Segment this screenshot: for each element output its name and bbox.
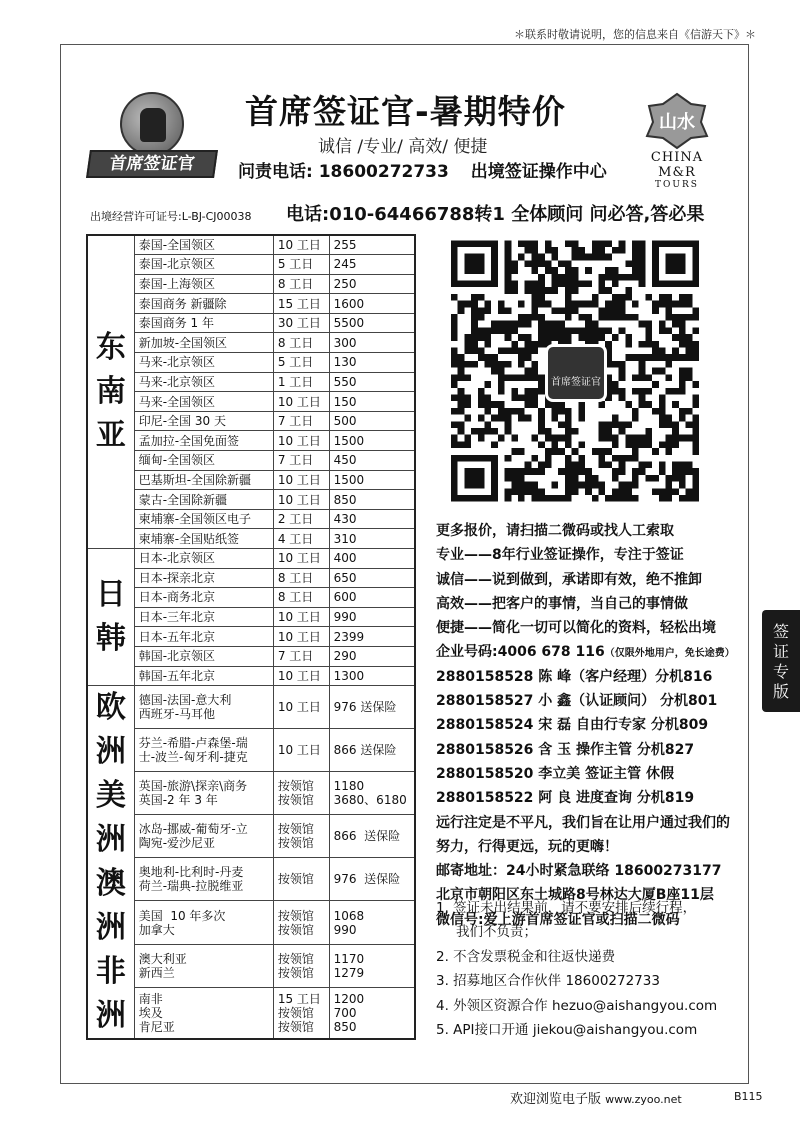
- price-cell: 1500: [329, 431, 415, 451]
- info-line-text: 企业号码:4006 678 116: [436, 644, 605, 661]
- info-line-text: 努力，行得更远，玩的更嗨！: [436, 838, 618, 855]
- price-cell: 990: [329, 607, 415, 627]
- table-row: [87, 627, 415, 647]
- table-row: [87, 392, 415, 412]
- country-cell: 日本-五年北京: [134, 627, 273, 647]
- price-cell: 400: [329, 549, 415, 569]
- days-cell: 10 工日: [273, 431, 329, 451]
- table-row: [87, 411, 415, 431]
- country-cell: 韩国-北京领区: [134, 646, 273, 666]
- qr-badge: 首席签证官: [545, 344, 607, 402]
- price-cell: 290: [329, 646, 415, 666]
- info-line-text: 微信号:爱上游首席签证官或扫描二微码: [436, 911, 680, 928]
- days-cell: 10 工日: [273, 686, 329, 729]
- country-cell: 巴基斯坦-全国除新疆: [134, 470, 273, 490]
- price-cell: 600: [329, 588, 415, 608]
- table-row: [87, 815, 415, 858]
- price-cell: 1200 700 850: [329, 987, 415, 1039]
- days-cell: 1 工日: [273, 372, 329, 392]
- mountain-water-icon: [645, 92, 709, 150]
- info-line-text: 诚信——说到做到，承诺即有效，绝不推卸: [436, 571, 702, 588]
- qr-finder: [464, 468, 484, 488]
- bulb-icon: [120, 92, 184, 156]
- days-cell: 按领馆: [273, 858, 329, 901]
- days-cell: 8 工日: [273, 333, 329, 353]
- country-cell: 马来-北京领区: [134, 353, 273, 373]
- footer: [510, 1088, 682, 1107]
- days-cell: 8 工日: [273, 274, 329, 294]
- note-item: 1. 签证未出结果前，请不要安排后续行程，: [436, 900, 697, 916]
- table-row: [87, 353, 415, 373]
- country-cell: 美国 10 年多次 加拿大: [134, 901, 273, 944]
- country-cell: 南非 埃及 肯尼亚: [134, 987, 273, 1039]
- days-cell: 15 工日 按领馆 按领馆: [273, 987, 329, 1039]
- note-item: 我们不负责；: [456, 924, 537, 941]
- info-line-text: 远行注定是不平凡，我们旨在让用户通过我们的: [436, 814, 730, 831]
- info-line: [436, 786, 756, 810]
- info-line: [436, 519, 756, 543]
- price-cell: 255: [329, 235, 415, 255]
- days-cell: 按领馆 按领馆: [273, 944, 329, 987]
- region-label: [87, 235, 134, 549]
- brand-name: CHINA M&R: [650, 150, 704, 180]
- price-table: [86, 234, 416, 1040]
- region-label: [87, 686, 134, 1040]
- info-line-text: 高效——把客户的事情，当自己的事情做: [436, 595, 688, 612]
- country-cell: 马来-北京领区: [134, 372, 273, 392]
- side-tab: [762, 610, 800, 712]
- footer-url[interactable]: www.zyoo.net: [605, 1093, 682, 1106]
- qr-finder: [464, 254, 484, 274]
- table-row: [87, 987, 415, 1039]
- country-cell: 孟加拉-全国免面签: [134, 431, 273, 451]
- info-line: [436, 665, 756, 689]
- note-item: 2. 不含发票税金和往返快递费: [436, 948, 616, 965]
- logo-left: [88, 92, 216, 184]
- price-cell: 866 送保险: [329, 815, 415, 858]
- info-line: [436, 835, 756, 859]
- days-cell: 按领馆 按领馆: [273, 772, 329, 815]
- info-line: [436, 738, 756, 762]
- note-item: 5. API接口开通 jiekou@aishangyou.com: [436, 1021, 698, 1038]
- page-number: B115: [734, 1090, 763, 1103]
- country-cell: 泰国-北京领区: [134, 255, 273, 275]
- table-row: [87, 470, 415, 490]
- region-name: 日韩: [95, 577, 126, 657]
- note-item: 4. 外领区资源合作 hezuo@aishangyou.com: [436, 997, 718, 1014]
- info-line-text: 2880158524 宋 磊 自由行专家 分机809: [436, 717, 709, 734]
- country-cell: 韩国-五年北京: [134, 666, 273, 686]
- table-row: [87, 686, 415, 729]
- days-cell: 10 工日: [273, 549, 329, 569]
- days-cell: 4 工日: [273, 529, 329, 549]
- info-line: [436, 543, 756, 567]
- brand-sub: TOURS: [655, 180, 699, 190]
- price-cell: 1600: [329, 294, 415, 314]
- days-cell: 7 工日: [273, 646, 329, 666]
- country-cell: 泰国商务 新疆除: [134, 294, 273, 314]
- info-line-text: 2880158527 小 鑫（认证顾问） 分机801: [436, 693, 718, 710]
- table-row: [87, 549, 415, 569]
- price-cell: 1500: [329, 470, 415, 490]
- price-cell: 310: [329, 529, 415, 549]
- country-cell: 冰岛-挪威-葡萄牙-立 陶宛-爱沙尼亚: [134, 815, 273, 858]
- logo-left-text: 首席签证官: [86, 150, 218, 178]
- price-cell: 245: [329, 255, 415, 275]
- table-row: [87, 901, 415, 944]
- price-cell: 1068 990: [329, 901, 415, 944]
- price-cell: 130: [329, 353, 415, 373]
- slogan: 诚信 /专业/ 高效/ 便捷: [318, 137, 488, 157]
- info-line: [436, 689, 756, 713]
- table-row: [87, 666, 415, 686]
- country-cell: 蒙古-全国除新疆: [134, 490, 273, 510]
- info-line-text: 2880158522 阿 良 进度查询 分机819: [436, 790, 695, 807]
- table-row: [87, 568, 415, 588]
- info-line: [436, 616, 756, 640]
- country-cell: 德国-法国-意大利 西班牙-马耳他: [134, 686, 273, 729]
- region-name: 欧洲美洲澳洲非洲: [95, 690, 126, 1034]
- table-row: [87, 431, 415, 451]
- enterprise-note: （仅限外地用户，免长途费）: [604, 648, 735, 660]
- info-line: [436, 811, 756, 835]
- days-cell: 10 工日: [273, 666, 329, 686]
- price-cell: 1300: [329, 666, 415, 686]
- info-line-text: 2880158526 含 玉 操作主管 分机827: [436, 741, 695, 758]
- table-row: [87, 255, 415, 275]
- days-cell: 按领馆 按领馆: [273, 901, 329, 944]
- country-cell: 澳大利亚 新西兰: [134, 944, 273, 987]
- info-line: [436, 568, 756, 592]
- country-cell: 日本-探亲北京: [134, 568, 273, 588]
- info-line-text: 专业——8年行业签证操作，专注于签证: [436, 547, 684, 564]
- table-row: [87, 490, 415, 510]
- info-line: [436, 592, 756, 616]
- table-row: [87, 529, 415, 549]
- info-line-text: 2880158520 李立美 签证主管 休假: [436, 765, 675, 782]
- days-cell: 5 工日: [273, 353, 329, 373]
- table-row: [87, 274, 415, 294]
- days-cell: 30 工日: [273, 313, 329, 333]
- days-cell: 10 工日: [273, 392, 329, 412]
- price-cell: 850: [329, 490, 415, 510]
- center-label: 出境签证操作中心: [470, 162, 607, 182]
- info-line-text: 更多报价，请扫描二微码或找人工索取: [436, 523, 674, 539]
- notes-list: [436, 896, 756, 1042]
- days-cell: 2 工日: [273, 509, 329, 529]
- country-cell: 缅甸-全国领区: [134, 451, 273, 471]
- days-cell: 10 工日: [273, 490, 329, 510]
- days-cell: 7 工日: [273, 451, 329, 471]
- table-row: [87, 451, 415, 471]
- days-cell: 10 工日: [273, 607, 329, 627]
- price-cell: 2399: [329, 627, 415, 647]
- info-line-text: 邮寄地址：24小时紧急联络 18600273177: [436, 863, 722, 880]
- table-row: [87, 372, 415, 392]
- price-cell: 650: [329, 568, 415, 588]
- price-cell: 250: [329, 274, 415, 294]
- country-cell: 日本-北京领区: [134, 549, 273, 569]
- country-cell: 英国-旅游\探亲\商务 英国-2 年 3 年: [134, 772, 273, 815]
- price-cell: 450: [329, 451, 415, 471]
- days-cell: 10 工日: [273, 729, 329, 772]
- table-row: [87, 772, 415, 815]
- header-phone: [238, 157, 607, 182]
- page-title: 首席签证官-暑期特价: [245, 92, 566, 131]
- info-line-text: 便捷——简化一切可以简化的资料，轻松出境: [436, 620, 716, 637]
- country-cell: 芬兰-希腊-卢森堡-瑞 士-波兰-匈牙利-捷克: [134, 729, 273, 772]
- table-row: [87, 313, 415, 333]
- price-cell: 1170 1279: [329, 944, 415, 987]
- table-row: [87, 858, 415, 901]
- country-cell: 马来-全国领区: [134, 392, 273, 412]
- table-row: [87, 509, 415, 529]
- info-line-text: 北京市朝阳区东土城路8号林达大厦B座11层: [436, 887, 714, 904]
- price-cell: 150: [329, 392, 415, 412]
- info-line: [436, 762, 756, 786]
- table-row: [87, 944, 415, 987]
- side-tab-label: 签证专版: [773, 622, 790, 701]
- info-line-text: 2880158528 陈 峰（客户经理）分机816: [436, 668, 713, 685]
- days-cell: 按领馆 按领馆: [273, 815, 329, 858]
- days-cell: 8 工日: [273, 588, 329, 608]
- country-cell: 印尼-全国 30 天: [134, 411, 273, 431]
- table-row: [87, 646, 415, 666]
- price-cell: 976 送保险: [329, 686, 415, 729]
- days-cell: 5 工日: [273, 255, 329, 275]
- note-item: 3. 招募地区合作伙伴 18600272733: [436, 973, 660, 990]
- price-cell: 5500: [329, 313, 415, 333]
- country-cell: 柬埔寨-全国领区电子: [134, 509, 273, 529]
- price-cell: 500: [329, 411, 415, 431]
- days-cell: 10 工日: [273, 235, 329, 255]
- price-cell: 550: [329, 372, 415, 392]
- qr-finder: [665, 254, 685, 274]
- days-cell: 8 工日: [273, 568, 329, 588]
- top-note: ＊联系时敬请说明，您的信息来自《信游天下》＊: [514, 28, 756, 41]
- price-cell: 866 送保险: [329, 729, 415, 772]
- price-cell: 300: [329, 333, 415, 353]
- price-cell: 1180 3680、6180: [329, 772, 415, 815]
- main-phone: 电话:010-64466788转1 全体顾问 问必答,答必果: [286, 204, 705, 225]
- phone-label: 问责电话: 18600272733: [238, 162, 449, 182]
- table-row: [87, 607, 415, 627]
- price-cell: 976 送保险: [329, 858, 415, 901]
- table-row: [87, 588, 415, 608]
- country-cell: 新加坡-全国领区: [134, 333, 273, 353]
- region-name: 东南亚: [95, 330, 126, 453]
- logo-right: [632, 92, 722, 190]
- country-cell: 日本-商务北京: [134, 588, 273, 608]
- country-cell: 泰国-全国领区: [134, 235, 273, 255]
- license-number: 出境经营许可证号:L-BJ-CJ00038: [90, 210, 252, 223]
- info-line: [436, 859, 756, 883]
- days-cell: 10 工日: [273, 627, 329, 647]
- region-label: [87, 549, 134, 686]
- qr-code[interactable]: [451, 240, 699, 502]
- days-cell: 7 工日: [273, 411, 329, 431]
- country-cell: 泰国-上海领区: [134, 274, 273, 294]
- emblem-text: 山水: [659, 112, 695, 133]
- days-cell: 10 工日: [273, 470, 329, 490]
- footer-text: 欢迎浏览电子版: [510, 1092, 602, 1107]
- country-cell: 日本-三年北京: [134, 607, 273, 627]
- table-row: [87, 294, 415, 314]
- country-cell: 柬埔寨-全国贴纸签: [134, 529, 273, 549]
- country-cell: 奥地利-比利时-丹麦 荷兰-瑞典-拉脱维亚: [134, 858, 273, 901]
- price-cell: 430: [329, 509, 415, 529]
- info-column: [436, 519, 756, 932]
- country-cell: 泰国商务 1 年: [134, 313, 273, 333]
- table-row: [87, 333, 415, 353]
- days-cell: 15 工日: [273, 294, 329, 314]
- table-row: [87, 235, 415, 255]
- info-line: [436, 640, 756, 664]
- table-row: [87, 729, 415, 772]
- info-line: [436, 713, 756, 737]
